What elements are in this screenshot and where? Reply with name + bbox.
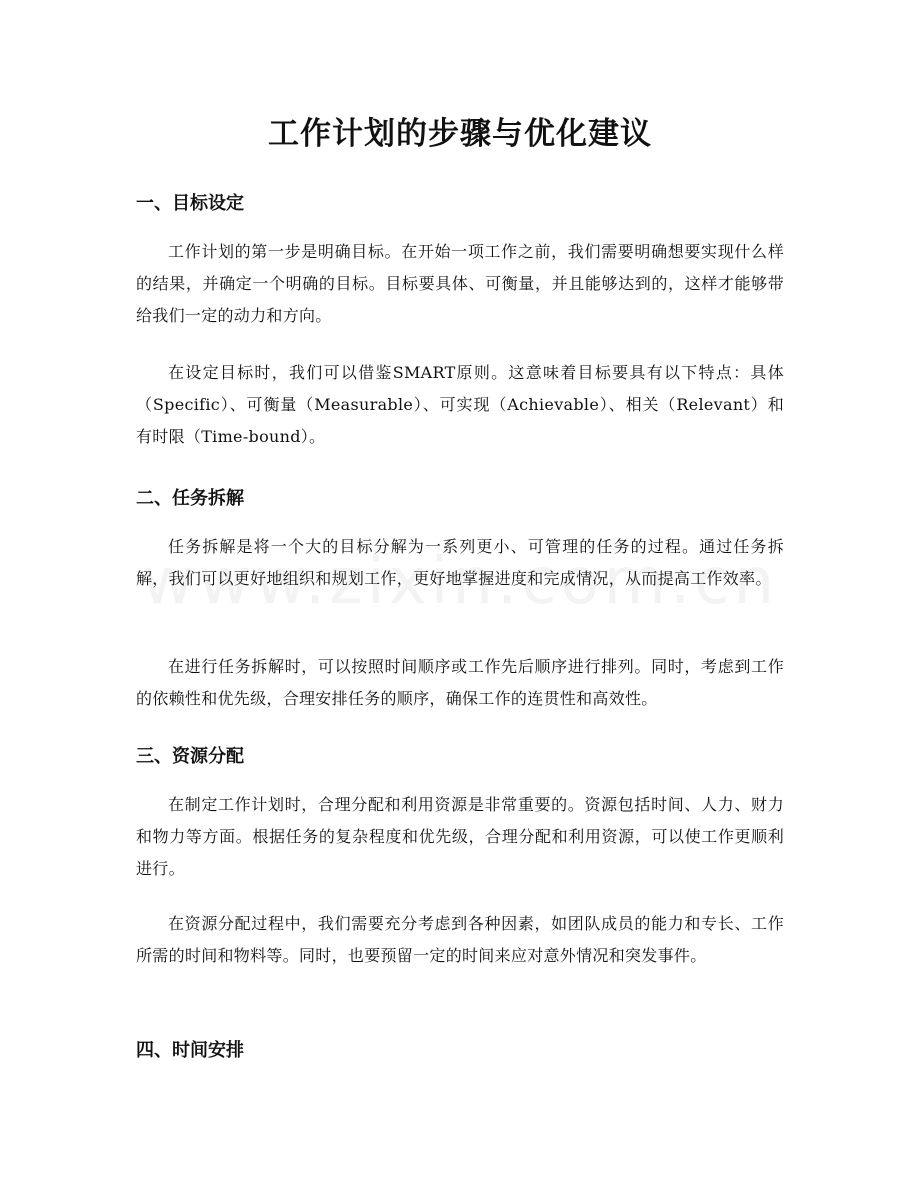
section-heading-goal: 一、目标设定 bbox=[136, 193, 244, 214]
paragraph: 在资源分配过程中，我们需要充分考虑到各种因素，如团队成员的能力和专长、工作所需的时间和物料等。同时，也要预留一定的时间来应对意外情况和突发事件。 bbox=[136, 914, 784, 965]
section-heading-resource-allocation: 三、资源分配 bbox=[136, 746, 244, 767]
paragraph: 在制定工作计划时，合理分配和利用资源是非常重要的。资源包括时间、人力、财力和物力等方面。根据任务的复杂程度和优先级，合理分配和利用资源，可以使工作更顺利进行。 bbox=[136, 795, 784, 878]
section-heading-task-breakdown: 二、任务拆解 bbox=[136, 488, 244, 509]
paragraph: 工作计划的第一步是明确目标。在开始一项工作之前，我们需要明确想要实现什么样的结果，并确定一个明确的目标。目标要具体、可衡量，并且能够达到的，这样才能够带给我们一定的动力和方向。 bbox=[136, 242, 784, 325]
paragraph: 在设定目标时，我们可以借鉴SMART原则。这意味着目标要具有以下特点：具体（Specific）、可衡量（Measurable）、可实现（Achievable）、相关（Relevant）和有时限（Time-bound）。 bbox=[136, 363, 784, 446]
paragraph: 任务拆解是将一个大的目标分解为一系列更小、可管理的任务的过程。通过任务拆解，我们可以更好地组织和规划工作，更好地掌握进度和完成情况，从而提高工作效率。 bbox=[136, 537, 784, 588]
paragraph: 在进行任务拆解时，可以按照时间顺序或工作先后顺序进行排列。同时，考虑到工作的依赖性和优先级，合理安排任务的顺序，确保工作的连贯性和高效性。 bbox=[136, 657, 784, 708]
section-heading-time-schedule: 四、时间安排 bbox=[136, 1040, 244, 1061]
page-title: 工作计划的步骤与优化建议 bbox=[268, 116, 652, 152]
